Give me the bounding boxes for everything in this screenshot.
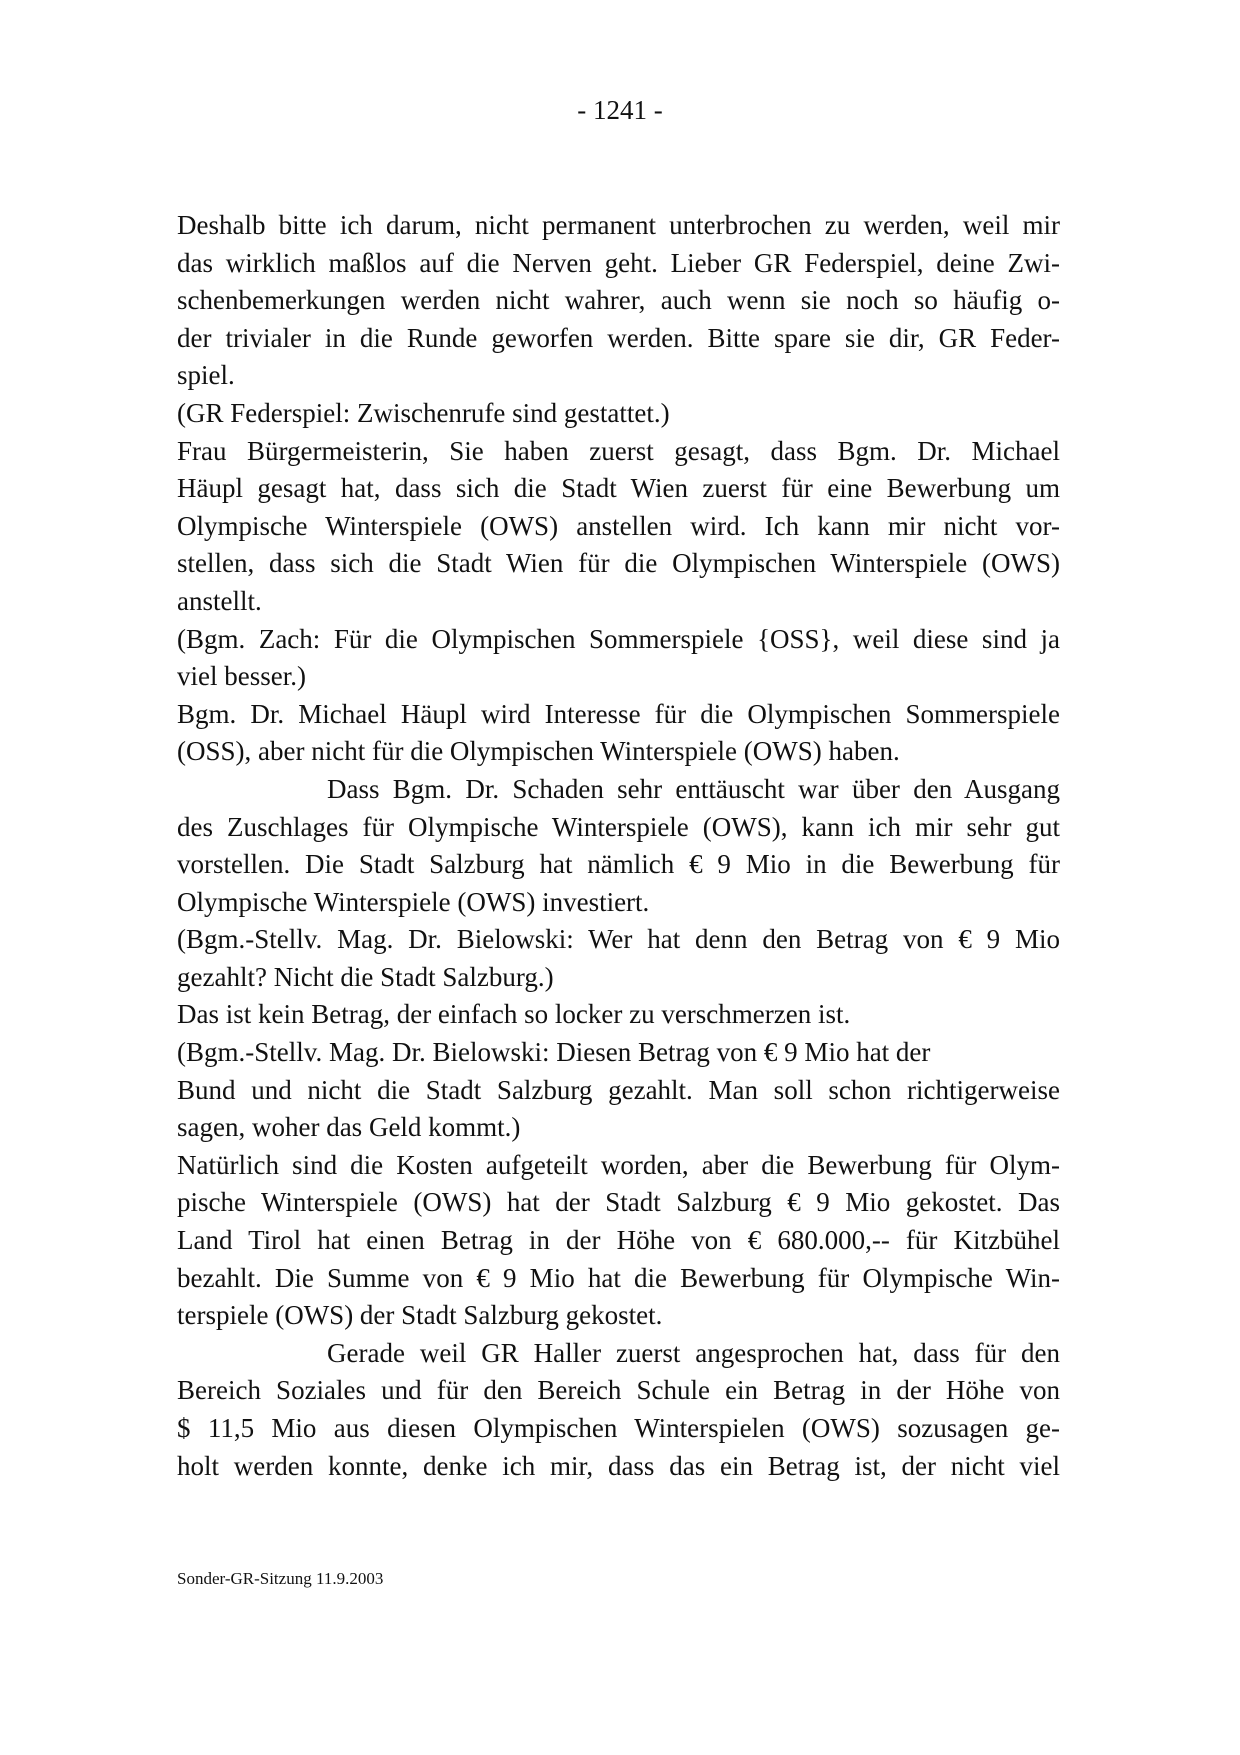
text-line: des Zuschlages für Olympische Winterspiele (OWS), kann ich mir sehr gut [177, 811, 1060, 842]
interjection-line: gezahlt? Nicht die Stadt Salzburg.) [177, 961, 554, 992]
text-line: Frau Bürgermeisterin, Sie haben zuerst gesagt, dass Bgm. Dr. Michael [177, 435, 1060, 466]
text-line: Bereich Soziales und für den Bereich Schule ein Betrag in der Höhe von [177, 1375, 1060, 1406]
text-line: holt werden konnte, denke ich mir, dass das ein Betrag ist, der nicht viel [177, 1450, 1060, 1481]
interjection-line: (Bgm.-Stellv. Mag. Dr. Bielowski: Wer hat denn den Betrag von € 9 Mio [177, 924, 1060, 955]
text-line: (OSS), aber nicht für die Olympischen Winterspiele (OWS) haben. [177, 736, 900, 767]
text-line: terspiele (OWS) der Stadt Salzburg gekostet. [177, 1300, 663, 1331]
text-line: Das ist kein Betrag, der einfach so locker zu verschmerzen ist. [177, 999, 851, 1030]
text-line: bezahlt. Die Summe von € 9 Mio hat die Bewerbung für Olympische Win- [177, 1262, 1060, 1293]
interjection-line: sagen, woher das Geld kommt.) [177, 1112, 521, 1143]
page-footer: Sonder-GR-Sitzung 11.9.2003 [177, 1569, 384, 1588]
text-line: anstellt. [177, 585, 262, 616]
text-line: vorstellen. Die Stadt Salzburg hat nämlich € 9 Mio in die Bewerbung für [177, 849, 1060, 880]
text-line: spiel. [177, 360, 235, 391]
text-line: Bgm. Dr. Michael Häupl wird Interesse für die Olympischen Sommerspiele [177, 698, 1060, 729]
page-number: - 1241 - [577, 95, 663, 125]
text-line: Deshalb bitte ich darum, nicht permanent unterbrochen zu werden, weil mir [177, 210, 1060, 240]
text-line: Natürlich sind die Kosten aufgeteilt worden, aber die Bewerbung für Olym- [177, 1149, 1060, 1180]
text-line: schenbemerkungen werden nicht wahrer, auch wenn sie noch so häufig o- [177, 285, 1060, 316]
text-line: das wirklich maßlos auf die Nerven geht. Lieber GR Federspiel, deine Zwi- [177, 247, 1060, 278]
paragraph-start-line: Gerade weil GR Haller zuerst angesprochen hat, dass für den [327, 1337, 1060, 1368]
interjection-line: viel besser.) [177, 661, 306, 692]
text-line: Olympische Winterspiele (OWS) investiert. [177, 886, 650, 917]
text-line: Häupl gesagt hat, dass sich die Stadt Wien zuerst für eine Bewerbung um [177, 473, 1060, 504]
body-text [177, 207, 1060, 1485]
interjection-line: (GR Federspiel: Zwischenrufe sind gestattet.) [177, 397, 670, 428]
text-line: pische Winterspiele (OWS) hat der Stadt Salzburg € 9 Mio gekostet. Das [177, 1187, 1060, 1218]
text-line: Land Tirol hat einen Betrag in der Höhe von € 680.000,-- für Kitzbühel [177, 1225, 1060, 1256]
text-line: $ 11,5 Mio aus diesen Olympischen Winterspielen (OWS) sozusagen ge- [177, 1413, 1060, 1443]
text-line: der trivialer in die Runde geworfen werden. Bitte spare sie dir, GR Feder- [177, 322, 1060, 353]
text-line: stellen, dass sich die Stadt Wien für die Olympischen Winterspiele (OWS) [177, 548, 1060, 579]
interjection-line: Bund und nicht die Stadt Salzburg gezahlt. Man soll schon richtigerweise [177, 1074, 1060, 1105]
interjection-line: (Bgm.-Stellv. Mag. Dr. Bielowski: Diesen Betrag von € 9 Mio hat der [177, 1037, 931, 1068]
text-line: Olympische Winterspiele (OWS) anstellen wird. Ich kann mir nicht vor- [177, 510, 1060, 541]
interjection-line: (Bgm. Zach: Für die Olympischen Sommerspiele {OSS}, weil diese sind ja [177, 623, 1060, 654]
paragraph-start-line: Dass Bgm. Dr. Schaden sehr enttäuscht war über den Ausgang [327, 773, 1060, 804]
